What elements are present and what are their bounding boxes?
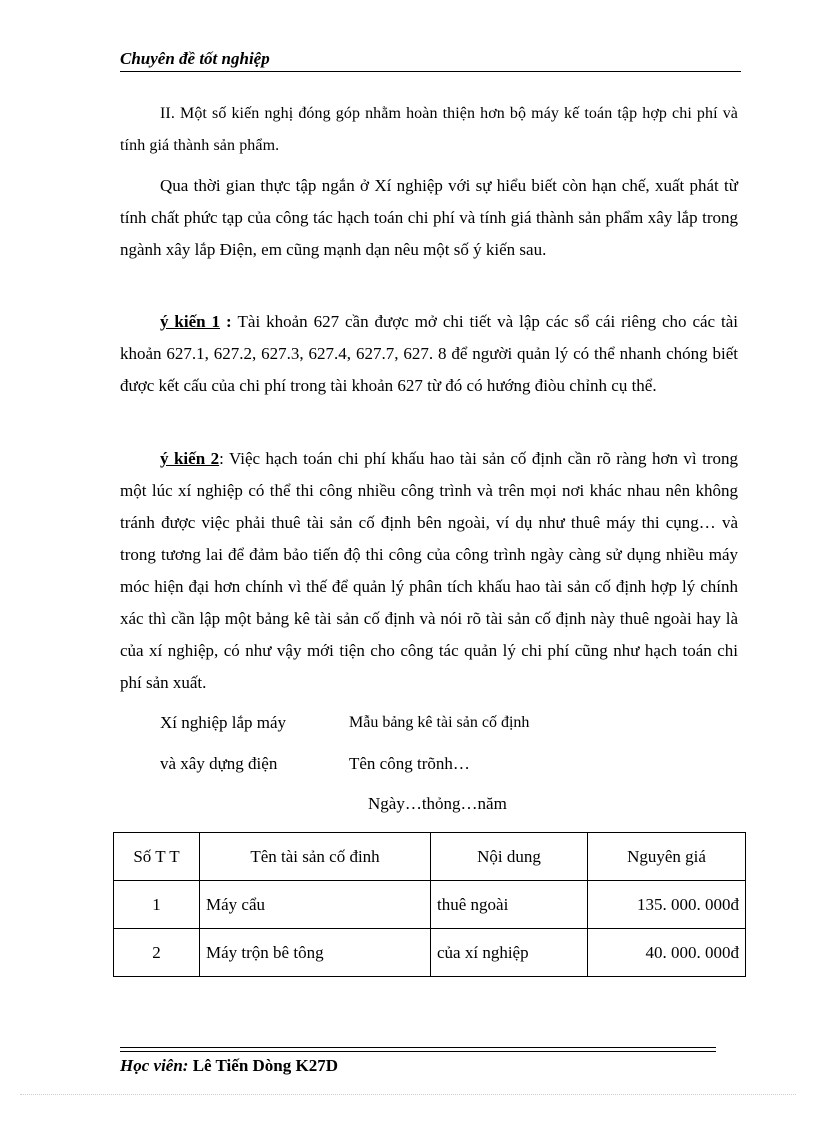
opinion-1-text: Tài khoản 627 cần được mở chi tiết và lập các sổ cái riêng cho các tài khoản 627.1, 627.2, 627.3, 627.4, 627.7, 627. 8 để người quản lý có thể nhanh chóng biết được kết cấu của chi phí trong tài khoản 627 từ đó có hướng điòu chỉnh cụ thể. [120,312,739,395]
table-row [114,881,746,929]
intro-paragraph: Qua thời gian thực tập ngắn ở Xí nghiệp với sự hiểu biết còn hạn chế, xuất phát từ tính chất phức tạp của công tác hạch toán chi phí và tính giá thành sản phẩm xây lắp trong ngành xây lắp Điện, em cũng mạnh dạn nêu một số ý kiến sau. [120,176,738,259]
cell-original-cost: 40. 000. 000đ [588,929,746,977]
cell-stt: 2 [114,929,200,977]
cell-stt: 1 [114,881,200,929]
opinion-2-label: ý kiến 2 [160,449,220,468]
form-date: Ngày…thỏng…năm [368,794,507,813]
opinion-1-label: ý kiến 1 [160,312,221,331]
opinion-2-paragraph [120,443,738,699]
page-header-title: Chuyên đề tốt nghiệp [120,49,270,68]
header-stt: Số T T [114,833,200,881]
header-asset-name: Tên tài sản cố đinh [200,833,431,881]
table-header-row [114,833,746,881]
project-name: Tên công trõnh… [349,754,470,773]
cell-content: thuê ngoài [431,881,588,929]
org-line-2: và xây dựng điện [160,754,278,773]
cell-asset-name: Máy trộn bê tông [200,929,431,977]
opinion-1-separator: : [220,312,238,331]
footer-label: Học viên: [120,1056,189,1075]
opinion-1-paragraph [120,306,738,402]
footer-rule-bottom [120,1051,716,1052]
opinion-2-separator: : [219,449,230,468]
cell-asset-name: Máy cẩu [200,881,431,929]
footer-rule-top [120,1047,716,1048]
cell-original-cost: 135. 000. 000đ [588,881,746,929]
table-row [114,929,746,977]
fixed-asset-table [113,832,746,977]
header-rule [120,71,741,72]
org-line-1: Xí nghiệp lắp máy [160,713,287,732]
form-title: Mẫu bảng kê tài sản cố định [349,714,530,731]
header-original-cost: Nguyên giá [588,833,746,881]
footer-author: Lê Tiến Dòng K27D [192,1056,339,1075]
opinion-2-text: Việc hạch toán chi phí khấu hao tài sản cố định cần rõ ràng hơn vì trong một lúc xí nghiệp có thể thi công nhiều công trình và trên mọi nơi khác nhau nên không tránh được việc phải thuê tài sản cố định bên ngoài, ví dụ như thuê máy thi cụng… và trong tương lai để đảm bảo tiến độ thi công của công trình ngày càng sử dụng nhiều máy móc hiện đại hơn chính vì thế để quản lý phân tích khấu hao tài sản cố định hợp lý chính xác thì cần lập một bảng kê tài sản cố định và nói rõ tài sản cố định này thuê ngoài hay là của xí nghiệp, có như vậy mới tiện cho công tác quản lý chi phí cũng như hạch toán chi phí sản xuất. [120,449,738,692]
cell-content: của xí nghiệp [431,929,588,977]
header-content: Nội dung [431,833,588,881]
section-heading: II. Một số kiến nghị đóng góp nhằm hoàn thiện hơn bộ máy kế toán tập hợp chi phí và tính giá thành sản phẩm. [120,105,738,154]
page-bottom-edge [20,1094,796,1095]
page-footer [120,1055,338,1077]
